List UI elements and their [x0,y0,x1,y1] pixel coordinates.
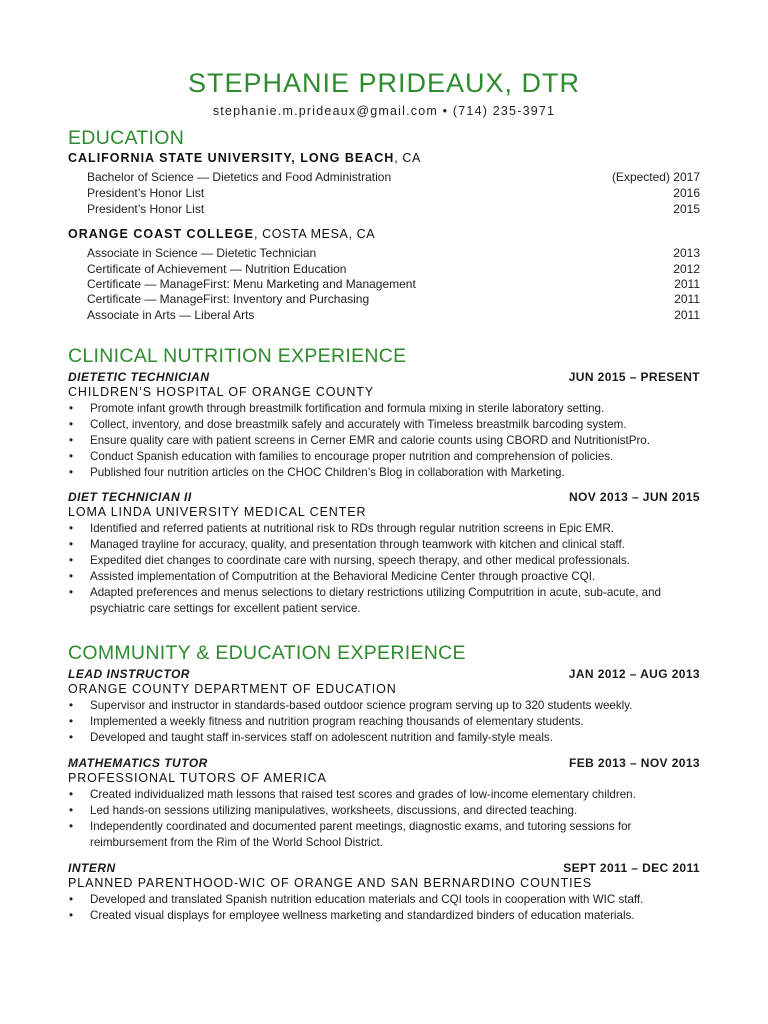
bullet-list [68,698,704,746]
job-header [68,861,700,877]
job-header [68,490,700,506]
job-title: DIETETIC TECHNICIAN [68,370,210,384]
bullet-text: Published four nutrition articles on the CHOC Children’s Blog in collaboration with Marketing. [90,466,565,479]
section-title-clinical: CLINICAL NUTRITION EXPERIENCE [68,345,407,367]
education-entry [87,170,700,185]
degree: Certificate of Achievement — Nutrition Education [87,262,347,276]
bullet-text: Ensure quality care with patient screens in Cerner EMR and calorie counts using CBORD and NutritionistPro. [90,434,650,447]
bullet-marker: • [69,570,74,583]
employer-name: CHILDREN’S HOSPITAL OF ORANGE COUNTY [68,385,375,399]
education-entry [87,186,700,201]
bullet-text: Independently coordinated and documented parent meetings, diagnostic exams, and tutoring sessions for reimbursement from the Rim of the World School District. [90,820,632,849]
bullet-marker: • [69,820,74,833]
list-item [68,908,704,924]
list-item [68,569,704,585]
job-title: INTERN [68,861,116,875]
bullet-text: Led hands-on sessions utilizing manipulatives, worksheets, discussions, and directed teaching. [90,804,578,817]
education-entry [87,308,700,323]
bullet-text: Implemented a weekly fitness and nutrition program reaching thousands of elementary students. [90,715,584,728]
school-name [68,227,375,241]
bullet-text: Created individualized math lessons that raised test scores and grades of low-income elementary children. [90,788,636,801]
job-dates: JAN 2012 – AUG 2013 [568,667,700,681]
bullet-marker: • [69,909,74,922]
job-title: MATHEMATICS TUTOR [68,756,208,770]
job-header [68,756,700,772]
bullet-text: Assisted implementation of Computrition at the Behavioral Medicine Center through proactive CQI. [90,570,596,583]
job-title: DIET TECHNICIAN II [68,490,192,504]
list-item [68,465,704,481]
job-dates: FEB 2013 – NOV 2013 [568,756,700,770]
job-header [68,370,700,386]
list-item [68,714,704,730]
list-item [68,553,704,569]
contact-line: stephanie.m.prideaux@gmail.com • (714) 235-3971 [212,104,556,118]
bullet-text: Conduct Spanish education with families to encourage proper nutrition and comprehension of policies. [90,450,614,463]
degree: Associate in Arts — Liberal Arts [87,308,255,322]
school-location: , COSTA MESA, CA [253,227,376,241]
bullet-text: Supervisor and instructor in standards-based outdoor science program serving up to 320 students weekly. [90,699,633,712]
candidate-name: STEPHANIE PRIDEAUX, DTR [187,68,581,98]
list-item [68,449,704,465]
job-dates: SEPT 2011 – DEC 2011 [563,861,700,875]
bullet-list [68,892,704,924]
year: 2011 [674,308,700,322]
job-header [68,667,700,683]
bullet-marker: • [69,522,74,535]
list-item [68,521,704,537]
bullet-marker: • [69,418,74,431]
bullet-text: Adapted preferences and menus selections to dietary restrictions utilizing Computrition in acute, sub-acute, and psychiatric care settings for excellent patient service. [90,586,661,615]
job-dates: JUN 2015 – PRESENT [568,370,700,384]
school-location: , CA [394,151,421,165]
year: 2011 [674,292,700,306]
year: 2013 [673,246,700,260]
bullet-text: Identified and referred patients at nutritional risk to RDs through regular nutrition screens in Epic EMR. [90,522,614,535]
bullet-marker: • [69,586,74,599]
list-item [68,401,704,417]
school-name [68,151,421,165]
degree: Associate in Science — Dietetic Technician [87,246,317,260]
degree: Certificate — ManageFirst: Inventory and Purchasing [87,292,370,306]
list-item [68,892,704,908]
employer-name: PROFESSIONAL TUTORS OF AMERICA [68,771,327,785]
year: 2016 [673,186,700,200]
bullet-marker: • [69,804,74,817]
bullet-text: Developed and taught staff in-services staff on adolescent nutrition and family-style meals. [90,731,553,744]
bullet-marker: • [69,699,74,712]
bullet-marker: • [69,434,74,447]
year: (Expected) 2017 [611,170,700,184]
section-title-education: EDUCATION [68,127,185,149]
list-item [68,585,704,617]
section-title-community: COMMUNITY & EDUCATION EXPERIENCE [68,642,466,664]
degree: Bachelor of Science — Dietetics and Food Administration [87,170,392,184]
degree: Certificate — ManageFirst: Menu Marketing and Management [87,277,416,291]
employer-name: LOMA LINDA UNIVERSITY MEDICAL CENTER [68,505,367,519]
bullet-marker: • [69,402,74,415]
bullet-text: Expedited diet changes to coordinate care with nursing, speech therapy, and other medical professionals. [90,554,630,567]
education-entry [87,292,700,307]
employer-name: PLANNED PARENTHOOD-WIC OF ORANGE AND SAN BERNARDINO COUNTIES [68,876,592,890]
degree: President’s Honor List [87,202,205,216]
bullet-marker: • [69,466,74,479]
bullet-marker: • [69,893,74,906]
list-item [68,537,704,553]
bullet-marker: • [69,715,74,728]
education-entry [87,246,700,261]
bullet-text: Promote infant growth through breastmilk fortification and formula mixing in sterile laboratory setting. [90,402,605,415]
bullet-text: Collect, inventory, and dose breastmilk safely and accurately with Timeless breastmilk barcoding system. [90,418,627,431]
job-dates: NOV 2013 – JUN 2015 [568,490,700,504]
list-item [68,803,704,819]
bullet-list [68,401,704,481]
bullet-text: Developed and translated Spanish nutrition education materials and CQI tools in cooperation with WIC staff. [90,893,644,906]
employer-name: ORANGE COUNTY DEPARTMENT OF EDUCATION [68,682,397,696]
list-item [68,417,704,433]
education-entry [87,277,700,292]
bullet-text: Managed trayline for accuracy, quality, and presentation through teamwork with kitchen and clinical staff. [90,538,625,551]
education-entry [87,202,700,217]
list-item [68,819,704,851]
bullet-marker: • [69,554,74,567]
school-title: ORANGE COAST COLLEGE [68,227,254,241]
school-title: CALIFORNIA STATE UNIVERSITY, LONG BEACH [68,151,395,165]
bullet-marker: • [69,788,74,801]
bullet-marker: • [69,538,74,551]
bullet-list [68,787,704,851]
list-item [68,787,704,803]
bullet-marker: • [69,731,74,744]
year: 2011 [674,277,700,291]
bullet-text: Created visual displays for employee wellness marketing and standardized binders of education materials. [90,909,635,922]
year: 2015 [673,202,700,216]
degree: President’s Honor List [87,186,205,200]
job-title: LEAD INSTRUCTOR [68,667,190,681]
year: 2012 [673,262,700,276]
list-item [68,433,704,449]
education-entry [87,262,700,277]
list-item [68,698,704,714]
bullet-marker: • [69,450,74,463]
bullet-list [68,521,704,617]
list-item [68,730,704,746]
